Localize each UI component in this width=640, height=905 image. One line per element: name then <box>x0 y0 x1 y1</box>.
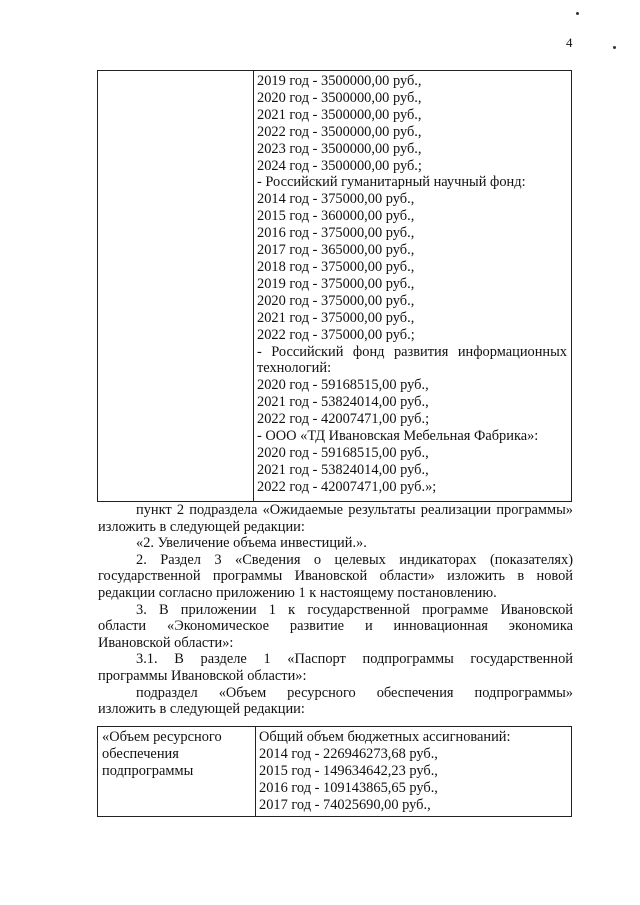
funding-source-heading: - Российский фонд развития информационных <box>257 343 567 360</box>
row-label-line: «Объем ресурсного <box>102 729 222 745</box>
funding-line: 2020 год - 59168515,00 руб., <box>257 377 429 394</box>
funding-line: 2022 год - 42007471,00 руб.»; <box>257 478 437 495</box>
funding-line: 2022 год - 3500000,00 руб., <box>257 123 422 140</box>
funding-line: 2018 год - 375000,00 руб., <box>257 258 415 275</box>
paragraph-line: Ивановской области»: <box>98 634 234 651</box>
paragraph-line: области «Экономическое развитие и инновационная экономика <box>98 618 573 635</box>
funding-line: 2019 год - 375000,00 руб., <box>257 275 415 292</box>
row-label-line: подпрограммы <box>102 762 194 779</box>
funding-source-heading: - Российский гуманитарный научный фонд: <box>257 174 526 191</box>
funding-values-cell <box>254 71 572 502</box>
funding-line: 2017 год - 74025690,00 руб., <box>259 796 431 813</box>
resource-values-cell <box>256 727 572 817</box>
funding-line: 2017 год - 365000,00 руб., <box>257 242 415 259</box>
paragraph-line: программы Ивановской области»: <box>98 667 307 684</box>
funding-line: 2014 год - 226946273,68 руб., <box>259 745 438 762</box>
funding-line: 2023 год - 3500000,00 руб., <box>257 140 422 157</box>
scan-speck <box>576 12 579 15</box>
funding-line: 2015 год - 149634642,23 руб., <box>259 762 438 779</box>
funding-line: 2014 год - 375000,00 руб., <box>257 191 415 208</box>
funding-line: 2024 год - 3500000,00 руб.; <box>257 157 422 174</box>
funding-line: 2016 год - 109143865,65 руб., <box>259 779 438 796</box>
funding-line: 2021 год - 53824014,00 руб., <box>257 394 429 411</box>
paragraph-line: редакции согласно приложению 1 к настоящему постановлению. <box>98 584 497 601</box>
paragraph-line: 3.1. В разделе 1 «Паспорт подпрограммы государственной <box>136 651 573 668</box>
funding-table-continued <box>97 70 572 502</box>
paragraph-line: изложить в следующей редакции: <box>98 518 305 535</box>
row-label-cell <box>98 727 256 817</box>
funding-line: 2020 год - 59168515,00 руб., <box>257 444 429 461</box>
paragraph-line: государственной программы Ивановской области» изложить в новой <box>98 568 573 585</box>
paragraph-line: пункт 2 подраздела «Ожидаемые результаты реализации программы» <box>136 502 573 518</box>
page-number: 4 <box>566 35 573 50</box>
row-label-line: обеспечения <box>102 745 179 762</box>
funding-line: 2021 год - 3500000,00 руб., <box>257 106 422 123</box>
funding-line: 2020 год - 3500000,00 руб., <box>257 89 422 106</box>
funding-line: 2022 год - 375000,00 руб.; <box>257 326 415 343</box>
funding-line: 2015 год - 360000,00 руб., <box>257 208 415 225</box>
left-cell-empty <box>98 71 254 502</box>
funding-line: 2022 год - 42007471,00 руб.; <box>257 411 430 428</box>
funding-source-heading-cont: технологий: <box>257 360 332 377</box>
resource-provision-table <box>97 726 572 817</box>
paragraph-line: 2. Раздел 3 «Сведения о целевых индикаторах (показателях) <box>136 551 573 568</box>
funding-line: 2021 год - 53824014,00 руб., <box>257 461 429 478</box>
funding-line: 2019 год - 3500000,00 руб., <box>257 73 422 89</box>
funding-source-heading: - ООО «ТД Ивановская Мебельная Фабрика»: <box>257 428 539 445</box>
paragraph-line: подраздел «Объем ресурсного обеспечения подпрограммы» <box>136 684 573 701</box>
paragraph-line: «2. Увеличение объема инвестиций.». <box>136 535 367 552</box>
funding-total-heading: Общий объем бюджетных ассигнований: <box>259 729 511 745</box>
paragraph-line: изложить в следующей редакции: <box>98 701 305 718</box>
funding-line: 2020 год - 375000,00 руб., <box>257 292 415 309</box>
amendment-text <box>98 502 573 718</box>
paragraph-line: 3. В приложении 1 к государственной программе Ивановской <box>136 601 573 618</box>
funding-line: 2021 год - 375000,00 руб., <box>257 309 415 326</box>
funding-line: 2016 год - 375000,00 руб., <box>257 225 415 242</box>
scan-speck <box>613 46 616 49</box>
